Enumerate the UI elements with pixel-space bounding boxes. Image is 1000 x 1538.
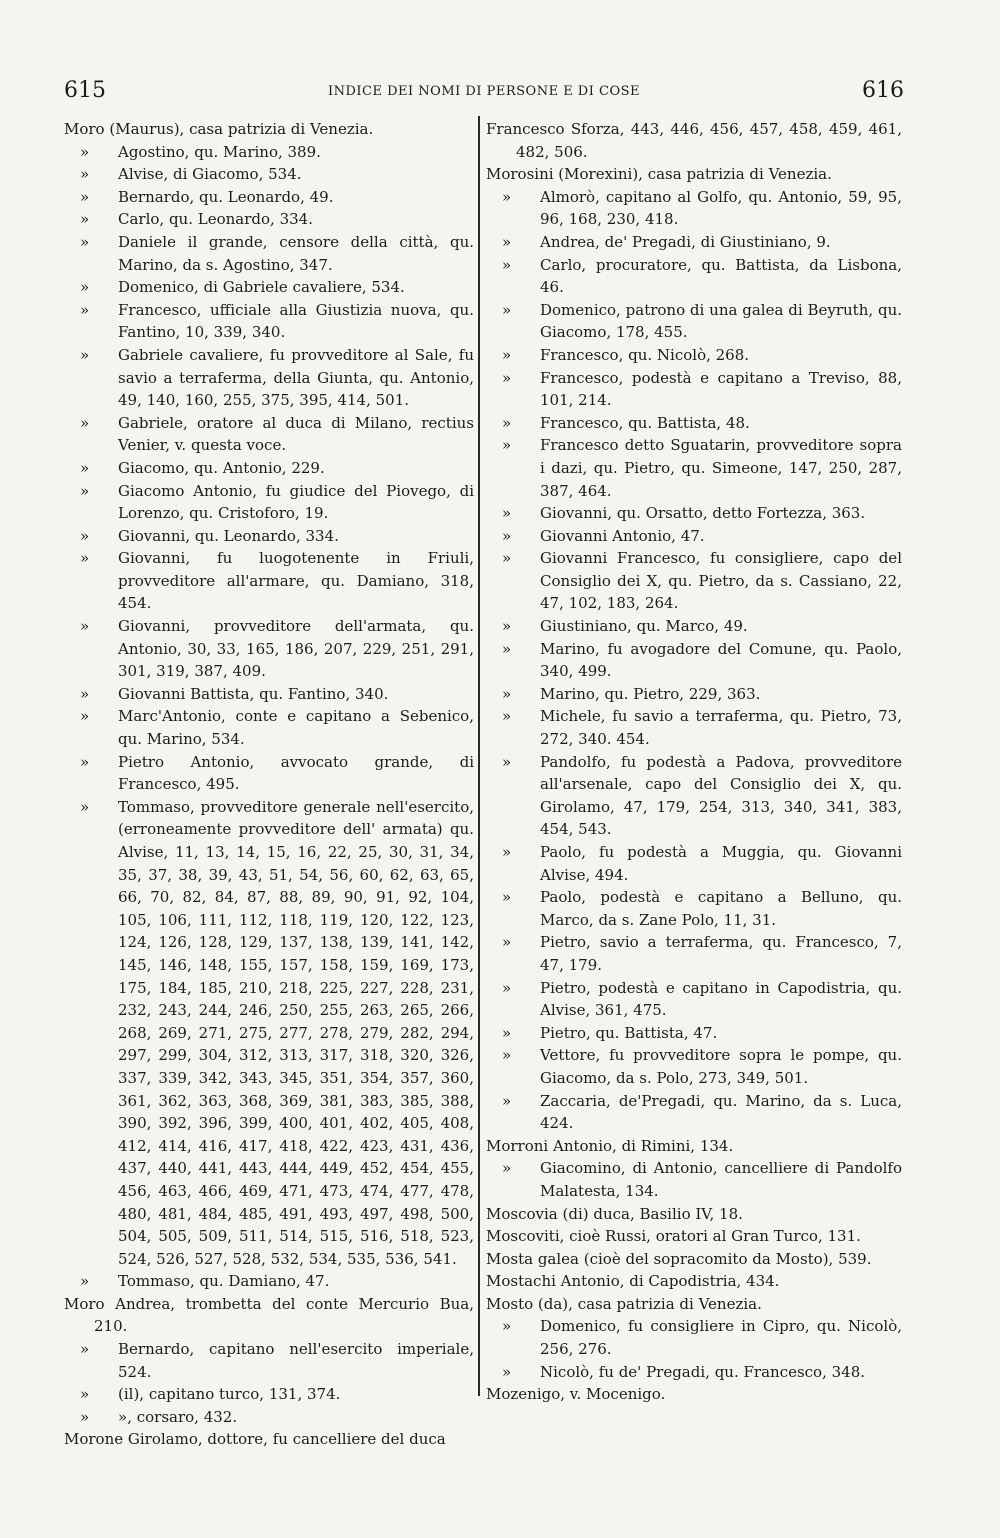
entry-text: Andrea, de' Pregadi, di Giustiniano, 9. — [540, 232, 831, 251]
index-entry — [486, 1225, 902, 1248]
entry-text: Pandolfo, fu podestà a Padova, provveditore all'arsenale, capo del Consiglio dei X, qu. Girolamo, 47, 179, 254, 313, 340, 341, 383, 454, 543. — [540, 752, 902, 839]
index-entry — [486, 1315, 902, 1360]
ditto-mark: » — [80, 142, 90, 161]
ditto-mark: » — [502, 1046, 512, 1065]
ditto-mark: » — [502, 684, 512, 703]
index-entry — [486, 1293, 902, 1316]
ditto-mark: » — [502, 1091, 512, 1110]
ditto-mark: » — [80, 684, 90, 703]
entry-text: Morroni Antonio, di Rimini, 134. — [486, 1136, 734, 1155]
index-entry — [486, 434, 902, 502]
index-entry — [486, 1248, 902, 1271]
ditto-mark: » — [502, 436, 512, 455]
entry-text: Almorò, capitano al Golfo, qu. Antonio, 59, 95, 96, 168, 230, 418. — [540, 187, 902, 229]
index-entry — [64, 1270, 474, 1293]
ditto-mark: » — [502, 1159, 512, 1178]
index-entry — [64, 344, 474, 412]
ditto-mark: » — [502, 345, 512, 364]
ditto-mark: » — [502, 933, 512, 952]
index-entry — [486, 931, 902, 976]
entry-text: Carlo, procuratore, qu. Battista, da Lisbona, 46. — [540, 255, 902, 297]
ditto-mark: » — [502, 888, 512, 907]
index-entry — [64, 208, 474, 231]
index-entry — [486, 163, 902, 186]
ditto-mark: » — [80, 413, 90, 432]
entry-text: Paolo, podestà e capitano a Belluno, qu. Marco, da s. Zane Polo, 11, 31. — [540, 888, 902, 929]
entry-text: Gabriele, oratore al duca di Milano, rectius Venier, v. questa voce. — [118, 413, 474, 455]
entry-text: Giovanni, qu. Leonardo, 334. — [118, 526, 339, 545]
entry-text: , corsaro, 432. — [127, 1407, 238, 1426]
index-entry — [486, 615, 902, 638]
entry-text: Giovanni Battista, qu. Fantino, 340. — [118, 684, 389, 703]
index-entry — [64, 231, 474, 276]
page-header — [64, 78, 904, 108]
ditto-mark: » — [502, 1362, 512, 1381]
ditto-mark: » — [80, 1340, 90, 1359]
index-entry — [64, 141, 474, 164]
entry-text: (il), capitano turco, 131, 374. — [118, 1385, 341, 1404]
index-entry — [486, 367, 902, 412]
index-entry — [64, 683, 474, 706]
index-entry — [486, 886, 902, 931]
index-entry — [64, 457, 474, 480]
ditto-mark: » — [502, 187, 512, 206]
index-entry — [486, 705, 902, 750]
index-entry — [64, 547, 474, 615]
ditto-mark: » — [80, 232, 90, 251]
ditto-mark: » — [502, 843, 512, 861]
ditto-mark: » — [80, 300, 90, 319]
ditto-mark: » — [80, 707, 90, 726]
index-entry — [486, 1270, 902, 1293]
entry-text: Marino, qu. Pietro, 229, 363. — [540, 684, 761, 703]
right-page-number: 616 — [862, 78, 904, 103]
index-entry — [486, 1022, 902, 1045]
ditto-mark: » — [502, 504, 512, 523]
entry-text: Moscovia (di) duca, Basilio IV, 18. — [486, 1204, 743, 1223]
index-entry — [486, 1203, 902, 1226]
entry-text: Nicolò, fu de' Pregadi, qu. Francesco, 348. — [540, 1362, 866, 1381]
entry-text: Giovanni, fu luogotenente in Friuli, provveditore all'armare, qu. Damiano, 318, 454. — [118, 549, 474, 613]
entry-text: Morosini (Morexini), casa patrizia di Venezia. — [486, 165, 832, 184]
entry-text: Mozenigo, v. Mocenigo. — [486, 1385, 666, 1404]
entry-text: Giovanni, qu. Orsatto, detto Fortezza, 363. — [540, 504, 866, 523]
entry-text: Moro Andrea, trombetta del conte Mercurio Bua, 210. — [64, 1294, 474, 1336]
index-entry — [64, 186, 474, 209]
index-entry — [64, 615, 474, 683]
ditto-mark: » — [502, 1317, 512, 1336]
index-entry — [64, 705, 474, 750]
index-entry — [486, 299, 902, 344]
ditto-mark: » — [502, 752, 512, 771]
entry-text: Francesco detto Sguatarin, provveditore sopra i dazi, qu. Pietro, qu. Simeone, 147, 250, 287, 387, 464. — [540, 436, 902, 500]
ditto-mark: » — [502, 617, 512, 636]
entry-text: Pietro Antonio, avvocato grande, di Francesco, 495. — [118, 752, 474, 794]
entry-text: Morone Girolamo, dottore, fu cancelliere del duca — [64, 1430, 446, 1449]
index-entry — [486, 344, 902, 367]
entry-text: Alvise, di Giacomo, 534. — [118, 165, 302, 184]
entry-text: Mostachi Antonio, di Capodistria, 434. — [486, 1272, 780, 1291]
ditto-mark: » — [502, 232, 512, 251]
index-entry — [486, 547, 902, 615]
ditto-mark: » — [80, 752, 90, 771]
entry-text: Mosto (da), casa patrizia di Venezia. — [486, 1294, 762, 1313]
entry-text: Giustiniano, qu. Marco, 49. — [540, 617, 748, 636]
running-title: INDICE DEI NOMI DI PERSONE E DI COSE — [327, 84, 641, 99]
ditto-mark: » — [502, 255, 512, 274]
ditto-mark: » — [80, 526, 90, 545]
entry-text: Bernardo, qu. Leonardo, 49. — [118, 187, 334, 206]
entry-text: Francesco, podestà e capitano a Treviso, 88, 101, 214. — [540, 368, 902, 410]
ditto-mark: » — [502, 1023, 512, 1042]
entry-text: Domenico, fu consigliere in Cipro, qu. Nicolò, 256, 276. — [540, 1317, 902, 1359]
index-entry — [486, 683, 902, 706]
index-entry — [64, 163, 474, 186]
entry-text: Bernardo, capitano nell'esercito imperiale, 524. — [118, 1340, 474, 1381]
index-entry — [486, 412, 902, 435]
entry-text: Giovanni Francesco, fu consigliere, capo del Consiglio dei X, qu. Pietro, da s. Cassiano, 22, 47, 102, 183, 264. — [540, 549, 902, 613]
entry-text: Pietro, podestà e capitano in Capodistria, qu. Alvise, 361, 475. — [540, 978, 902, 1020]
index-entry — [64, 1293, 474, 1338]
entry-text: Giacomo Antonio, fu giudice del Piovego, di Lorenzo, qu. Cristoforo, 19. — [118, 481, 474, 523]
index-entry — [486, 525, 902, 548]
index-entry — [486, 231, 902, 254]
ditto-mark: » — [502, 639, 512, 658]
ditto-mark: » — [502, 707, 512, 726]
index-entry — [64, 1383, 474, 1406]
entry-text: Michele, fu savio a terraferma, qu. Pietro, 73, 272, 340. 454. — [540, 707, 902, 749]
entry-text: Francesco, ufficiale alla Giustizia nuova, qu. Fantino, 10, 339, 340. — [118, 300, 474, 342]
index-entry — [486, 751, 902, 841]
entry-text: Giovanni, provveditore dell'armata, qu. Antonio, 30, 33, 165, 186, 207, 229, 251, 291, 301, 319, 387, 409. — [118, 617, 474, 681]
ditto-mark: » — [80, 458, 90, 477]
entry-text: Tommaso, provveditore generale nell'esercito, (erroneamente provveditore dell' armata) qu. Alvise, 11, 13, 14, 15, 16, 22, 25, 30, 31, 34, 35, 37, 38, 39, 43, 51, 54, 56, 60, 62, 63, 65, 66, 70, 82, 84, 87, 88, 89, 90, 91, 92, 104, 105, 106, 111, 112, 118, 119, 120, 122, 123, 124, 126, 128, 129, 137, 138, 139, 141, 142, 145, 146, 148, 155, 157, 158, 159, 169, 173, 175, 184, 185, 210, 218, 225, 227, 228, 231, 232, 243, 244, 246, 250, 255, 263, 265, 266, 268, 269, 271, 275, 277, 278, 279, 282, 294, 297, 299, 304, 312, 313, 317, 318, 320, 326, 337, 339, 342, 343, 345, 351, 354, 357, 360, 361, 362, 363, 368, 369, 381, 383, 385, 388, 390, 392, 396, 399, 400, 401, 402, 405, 408, 412, 414, 416, 417, 418, 422, 423, 431, 436, 437, 440, 441, 443, 444, 449, 452, 454, 455, 456, 463, 466, 469, 471, 473, 474, 477, 478, 480, 481, 484, 485, 491, 493, 497, 498, 500, 504, 505, 509, 511, 514, 515, 516, 518, 523, 524, 526, 527, 528, 532, 534, 535, 536, 541. — [118, 797, 474, 1268]
ditto-mark: » — [80, 617, 90, 636]
entry-text: Vettore, fu provveditore sopra le pompe, qu. Giacomo, da s. Polo, 273, 349, 501. — [540, 1046, 902, 1087]
index-entry — [486, 186, 902, 231]
ditto-mark: » — [80, 1272, 90, 1291]
index-entry — [64, 796, 474, 1270]
entry-text: Giovanni Antonio, 47. — [540, 526, 705, 545]
index-entry — [486, 1383, 902, 1406]
index-entry — [486, 118, 902, 163]
ditto-mark: » — [80, 1385, 90, 1404]
index-entry — [486, 502, 902, 525]
entry-text: Domenico, di Gabriele cavaliere, 534. — [118, 278, 405, 297]
index-entry — [486, 1044, 902, 1089]
index-entry — [486, 1135, 902, 1158]
index-entry — [64, 1428, 474, 1451]
index-entry — [64, 1338, 474, 1383]
ditto-mark: » — [502, 300, 512, 319]
entry-text: Agostino, qu. Marino, 389. — [118, 142, 321, 161]
entry-text: Marino, fu avogadore del Comune, qu. Paolo, 340, 499. — [540, 639, 902, 681]
index-entry — [486, 841, 902, 886]
index-entry — [486, 1157, 902, 1202]
ditto-mark: » — [502, 413, 512, 432]
index-entry — [64, 1406, 474, 1429]
ditto-mark: » — [80, 797, 90, 816]
index-entry — [64, 480, 474, 525]
index-entry — [64, 276, 474, 299]
entry-text: Giacomino, di Antonio, cancelliere di Pandolfo Malatesta, 134. — [540, 1159, 902, 1200]
index-entry — [486, 1090, 902, 1135]
entry-text: Pietro, qu. Battista, 47. — [540, 1023, 718, 1042]
index-entry — [64, 751, 474, 796]
entry-text: Francesco Sforza, 443, 446, 456, 457, 458, 459, 461, 482, 506. — [486, 120, 902, 161]
index-entry — [486, 1361, 902, 1384]
entry-text: Domenico, patrono di una galea di Beyruth, qu. Giacomo, 178, 455. — [540, 300, 902, 342]
entry-text: Mosta galea (cioè del sopracomito da Mosto), 539. — [486, 1249, 872, 1268]
entry-text: Paolo, fu podestà a Muggia, qu. Giovanni Alvise, 494. — [540, 843, 902, 884]
ditto-mark: » — [80, 481, 90, 500]
ditto-mark: » — [502, 368, 512, 387]
ditto-mark: » — [80, 210, 90, 229]
right-column — [486, 118, 902, 1406]
index-entry — [486, 638, 902, 683]
ditto-mark: » — [502, 549, 512, 568]
entry-text: Daniele il grande, censore della città, qu. Marino, da s. Agostino, 347. — [118, 232, 474, 274]
index-entry — [486, 977, 902, 1022]
index-entry — [64, 299, 474, 344]
entry-text: Francesco, qu. Battista, 48. — [540, 413, 750, 432]
entry-text: Zaccaria, de'Pregadi, qu. Marino, da s. Luca, 424. — [540, 1091, 902, 1133]
ditto-mark: » — [80, 345, 90, 364]
entry-text: Giacomo, qu. Antonio, 229. — [118, 458, 325, 477]
entry-text: Moro (Maurus), casa patrizia di Venezia. — [64, 120, 374, 138]
left-column — [64, 118, 474, 1451]
ditto-mark: » — [80, 278, 90, 297]
entry-text: Marc'Antonio, conte e capitano a Sebenico, qu. Marino, 534. — [118, 707, 474, 749]
ditto-mark: » — [80, 165, 90, 184]
index-entry — [64, 118, 474, 141]
index-entry — [64, 412, 474, 457]
entry-text: Carlo, qu. Leonardo, 334. — [118, 210, 313, 229]
entry-text: Pietro, savio a terraferma, qu. Francesco, 7, 47, 179. — [540, 933, 902, 974]
ditto-mark: » — [502, 978, 512, 997]
ditto-mark: » — [80, 549, 90, 568]
entry-text: Gabriele cavaliere, fu provveditore al Sale, fu savio a terraferma, della Giunta, qu. Antonio, 49, 140, 160, 255, 375, 395, 414, 501. — [118, 345, 474, 410]
ditto-mark: » — [80, 187, 90, 206]
index-entry — [64, 525, 474, 548]
entry-text: Francesco, qu. Nicolò, 268. — [540, 345, 750, 364]
ditto-mark: » — [502, 526, 512, 545]
column-divider — [478, 116, 480, 1396]
entry-text: Tommaso, qu. Damiano, 47. — [118, 1272, 330, 1291]
ditto-mark: » — [118, 1407, 128, 1426]
entry-text: Moscoviti, cioè Russi, oratori al Gran Turco, 131. — [486, 1227, 861, 1246]
left-page-number: 615 — [64, 78, 106, 103]
index-entry — [486, 254, 902, 299]
ditto-mark: » — [80, 1407, 90, 1426]
